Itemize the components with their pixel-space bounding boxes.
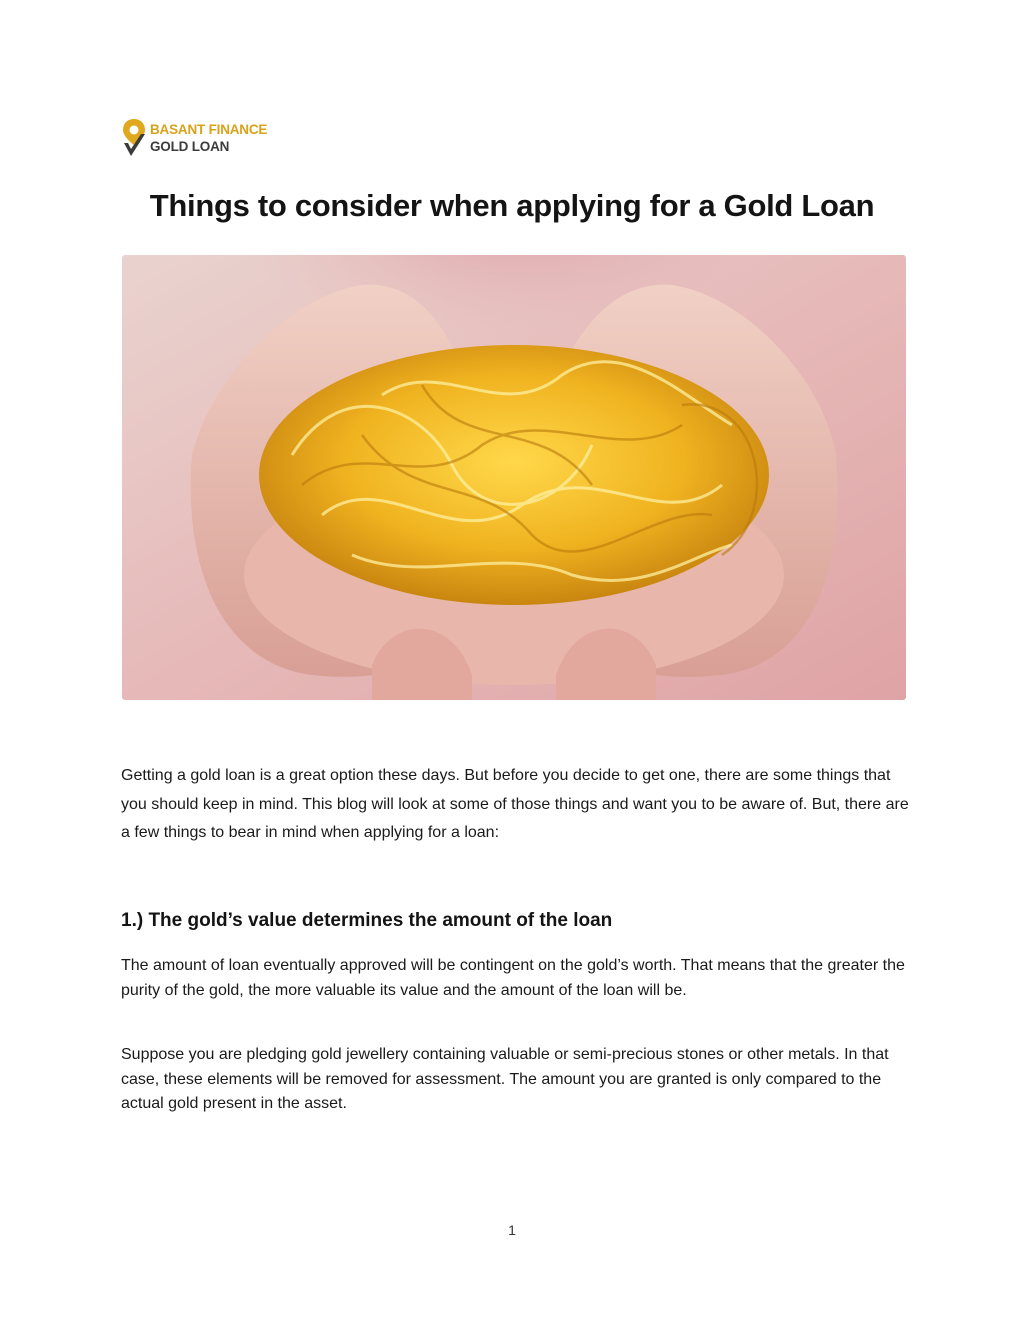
location-pin-check-icon (121, 118, 147, 158)
section-paragraph-2: Suppose you are pledging gold jewellery containing valuable or semi-precious stones or other metals. In that case, these elements will be removed for assessment. The amount you are granted is only compared to the actual gold present in the asset. (121, 1046, 889, 1112)
page-number: 1 (508, 1222, 516, 1238)
intro-paragraph: Getting a gold loan is a great option these days. But before you decide to get one, there are some things that you should keep in mind. This blog will look at some of those things and want you to be aware of. But, there are a few things to bear in mind when applying for a loan: (121, 767, 909, 841)
section-paragraph-1: The amount of loan eventually approved will be contingent on the gold’s worth. That means that the greater the purity of the gold, the more valuable its value and the amount of the loan will be. (121, 957, 905, 999)
brand-logo (121, 118, 268, 162)
section-heading: 1.) The gold’s value determines the amount of the loan (121, 910, 613, 931)
page-title: Things to consider when applying for a Gold Loan (149, 188, 875, 223)
logo-text-brand: BASANT FINANCE (150, 122, 268, 137)
logo-text-product: GOLD LOAN (150, 139, 230, 154)
hero-image (122, 255, 906, 700)
gold-chains-in-hands-image (122, 255, 906, 700)
